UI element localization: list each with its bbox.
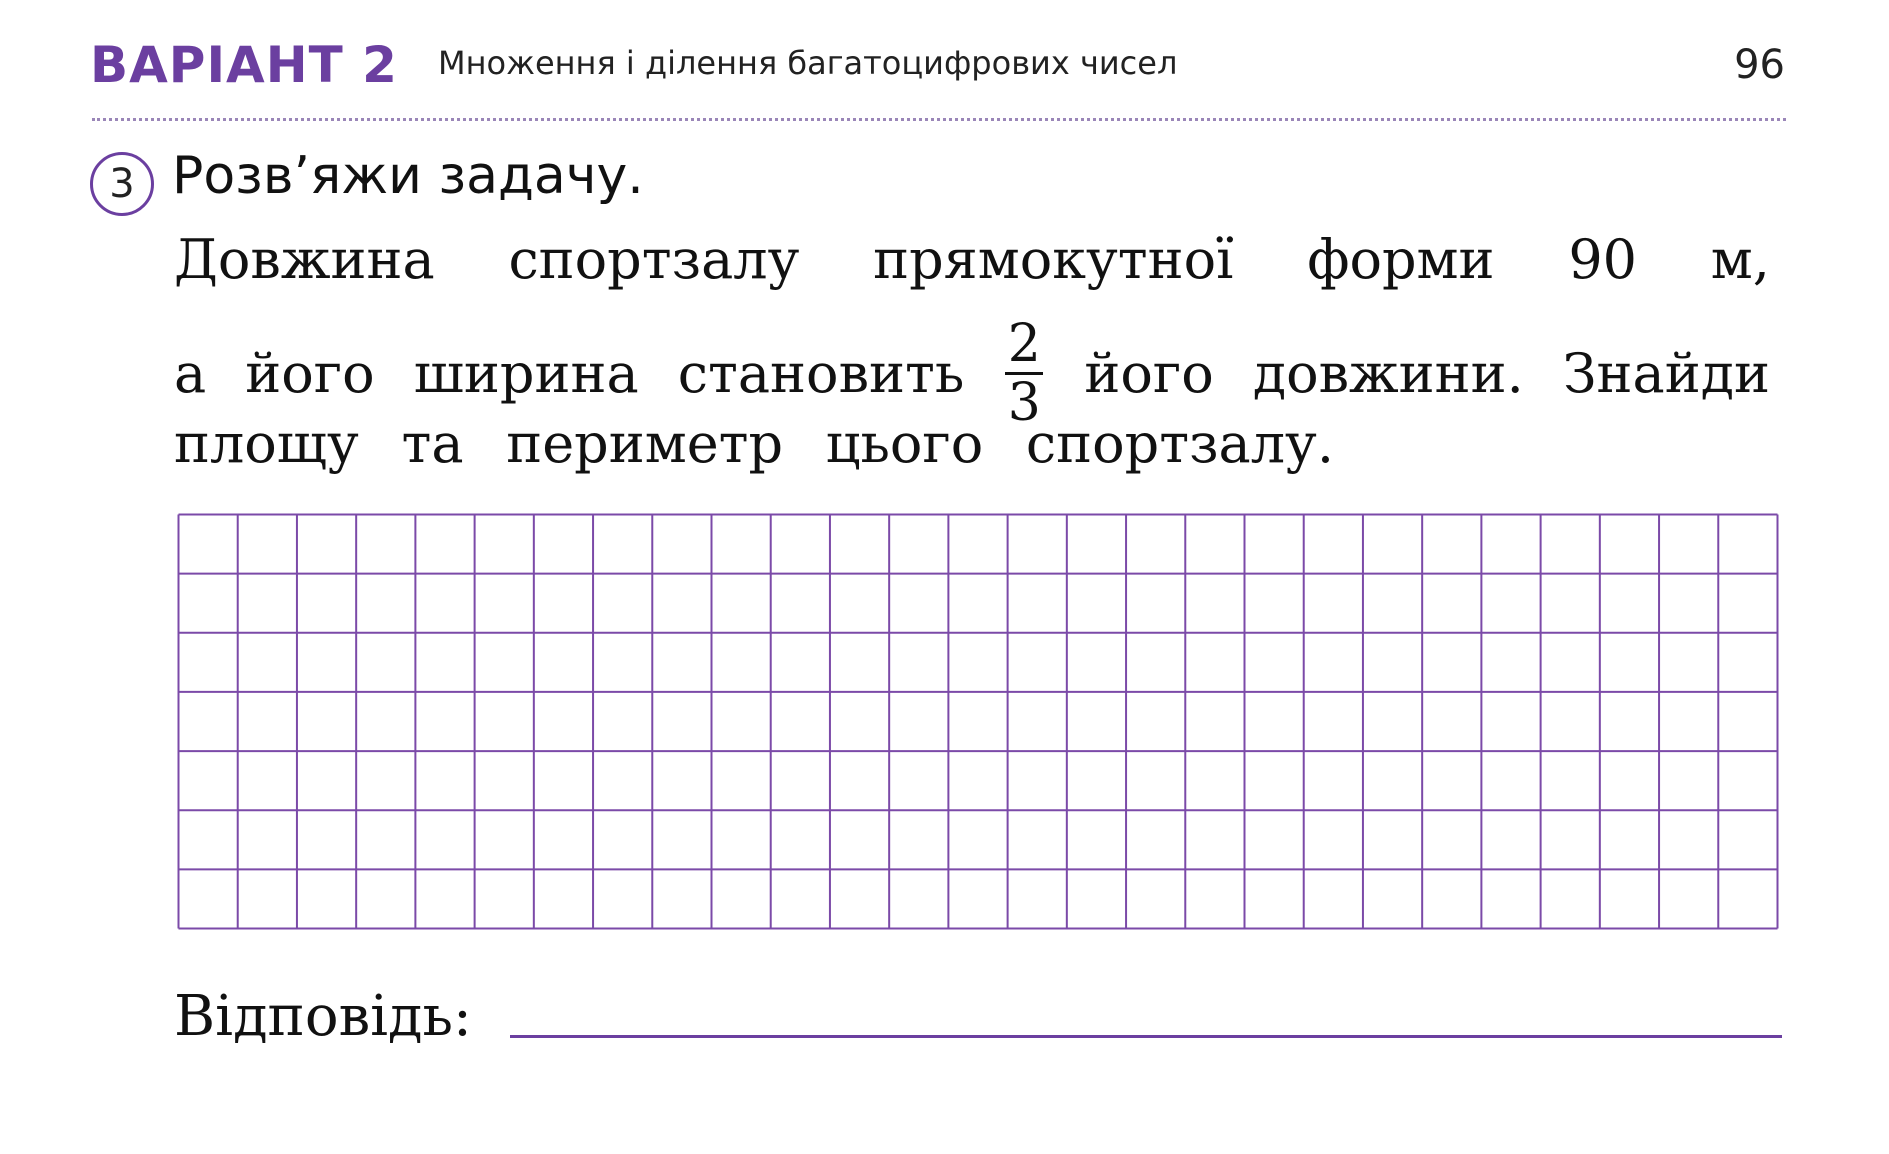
word: Знайди xyxy=(1562,342,1770,405)
word: форми xyxy=(1307,228,1495,291)
word: його xyxy=(1084,342,1214,405)
word: 90 xyxy=(1568,228,1638,291)
word: спортзалу. xyxy=(1025,412,1334,475)
variant-title: ВАРІАНТ 2 xyxy=(90,36,398,94)
word: Довжина xyxy=(174,228,435,291)
word: цього xyxy=(825,412,984,475)
word: та xyxy=(401,412,464,475)
topic-title: Множення і ділення багатоцифрових чисел xyxy=(438,44,1178,82)
word: його xyxy=(245,342,375,405)
answer-label: Відповідь: xyxy=(174,984,472,1049)
word: ширина xyxy=(413,342,639,405)
page-number: 96 xyxy=(1734,42,1785,88)
word: довжини. xyxy=(1252,342,1524,405)
problem-line-3 xyxy=(174,412,1334,475)
word: площу xyxy=(174,412,359,475)
word: м, xyxy=(1710,228,1770,291)
task-heading: Розв’яжи задачу. xyxy=(172,146,644,206)
word: периметр xyxy=(506,412,784,475)
task-number-badge: 3 xyxy=(90,152,154,216)
header-divider xyxy=(92,118,1786,121)
answer-input-line[interactable] xyxy=(510,1035,1782,1038)
word: а xyxy=(174,342,207,405)
word: спортзалу xyxy=(508,228,800,291)
fraction-numerator: 2 xyxy=(1007,314,1041,374)
problem-line-1 xyxy=(174,228,1770,291)
fraction-denominator: 3 xyxy=(1007,373,1041,433)
word: становить xyxy=(677,342,965,405)
word: прямокутної xyxy=(873,228,1234,291)
solution-grid[interactable] xyxy=(177,513,1779,930)
